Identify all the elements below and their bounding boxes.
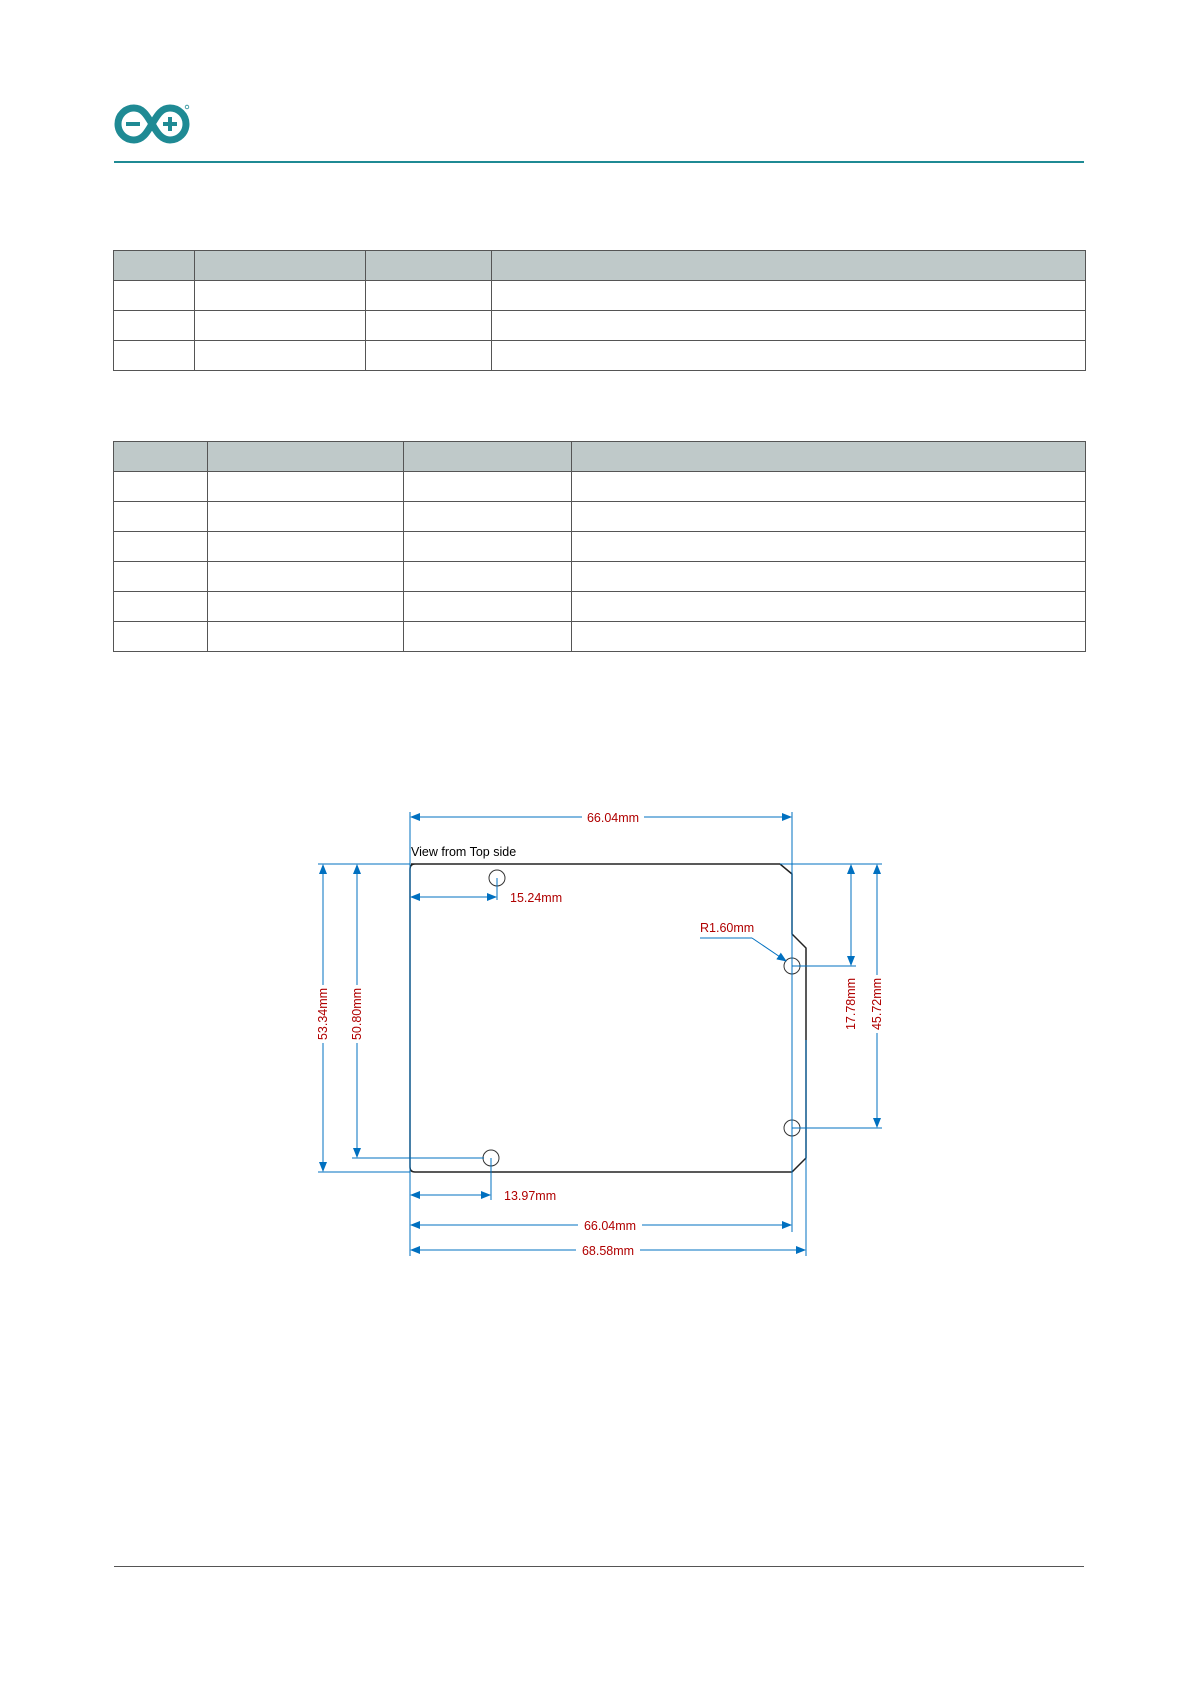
dim-label-top-width: 66.04mm xyxy=(586,811,640,825)
dim-label-height-inner: 50.80mm xyxy=(350,987,364,1041)
table-cell xyxy=(208,532,404,562)
dim-label-bottom-width-inner: 66.04mm xyxy=(583,1219,637,1233)
table-row xyxy=(114,281,1086,311)
table-cell xyxy=(404,562,572,592)
table-cell xyxy=(404,472,572,502)
table-header-cell xyxy=(366,251,492,281)
table-cell xyxy=(572,592,1086,622)
table-cell xyxy=(366,341,492,371)
table-cell xyxy=(114,311,195,341)
dim-label-hole-offset-bottom: 13.97mm xyxy=(504,1189,557,1203)
table-cell xyxy=(404,592,572,622)
table-cell xyxy=(208,592,404,622)
table-row xyxy=(114,562,1086,592)
table-cell xyxy=(114,532,208,562)
table-cell xyxy=(404,502,572,532)
table-cell xyxy=(114,592,208,622)
table-cell xyxy=(492,281,1086,311)
pin-table-2 xyxy=(113,441,1086,652)
table-header-cell xyxy=(404,442,572,472)
table-header-cell xyxy=(208,442,404,472)
table-cell xyxy=(208,502,404,532)
table-cell xyxy=(208,562,404,592)
table-cell xyxy=(572,502,1086,532)
table-row xyxy=(114,532,1086,562)
table-cell xyxy=(208,622,404,652)
table-row xyxy=(114,311,1086,341)
dim-label-radius: R1.60mm xyxy=(700,921,755,935)
table-cell xyxy=(572,472,1086,502)
dim-label-hole-offset-top: 15.24mm xyxy=(510,891,563,905)
table-cell xyxy=(366,281,492,311)
table-header-row xyxy=(114,251,1086,281)
view-label: View from Top side xyxy=(411,845,517,859)
arduino-logo-icon xyxy=(114,104,190,144)
table-cell xyxy=(114,472,208,502)
dim-label-right-long: 45.72mm xyxy=(870,977,884,1031)
table-row xyxy=(114,341,1086,371)
table-cell xyxy=(114,502,208,532)
table-cell xyxy=(572,622,1086,652)
board-outline xyxy=(410,864,806,1172)
table-header-row xyxy=(114,442,1086,472)
table-header-cell xyxy=(114,442,208,472)
table-cell xyxy=(114,281,195,311)
table-header-cell xyxy=(492,251,1086,281)
table-row xyxy=(114,592,1086,622)
table-cell xyxy=(366,311,492,341)
table-cell xyxy=(404,532,572,562)
radius-leader xyxy=(752,938,786,961)
table-cell xyxy=(114,341,195,371)
pin-table-1 xyxy=(113,250,1086,371)
table-header-cell xyxy=(114,251,195,281)
dim-label-height-outer: 53.34mm xyxy=(316,987,330,1041)
table-cell xyxy=(492,311,1086,341)
table-row xyxy=(114,502,1086,532)
footer-divider xyxy=(114,1566,1084,1567)
table-cell xyxy=(572,532,1086,562)
board-outline-drawing xyxy=(300,800,900,1270)
table-cell xyxy=(404,622,572,652)
table-cell xyxy=(195,341,366,371)
table-header-cell xyxy=(572,442,1086,472)
table-cell xyxy=(195,281,366,311)
table-cell xyxy=(572,562,1086,592)
dim-label-bottom-width-outer: 68.58mm xyxy=(581,1244,635,1258)
table-cell xyxy=(114,622,208,652)
dim-label-right-short: 17.78mm xyxy=(844,977,858,1031)
table-cell xyxy=(114,562,208,592)
table-row xyxy=(114,472,1086,502)
header-divider xyxy=(114,161,1084,163)
table-header-cell xyxy=(195,251,366,281)
table-cell xyxy=(208,472,404,502)
table-cell xyxy=(492,341,1086,371)
table-row xyxy=(114,622,1086,652)
table-cell xyxy=(195,311,366,341)
